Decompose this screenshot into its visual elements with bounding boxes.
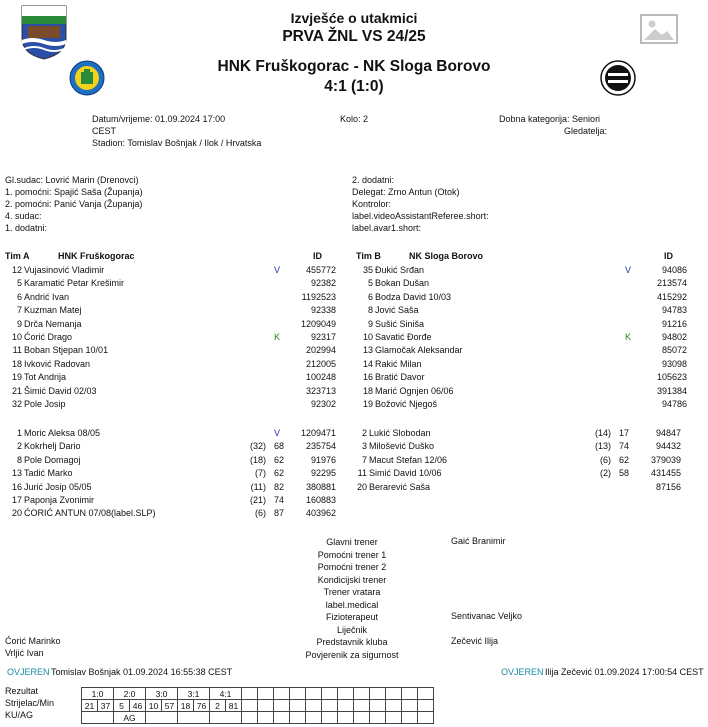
player-id: 94786 bbox=[661, 399, 687, 409]
player-id: 92382 bbox=[310, 278, 336, 289]
scorer-cell: 10 bbox=[146, 700, 162, 712]
sub-minute: 62 bbox=[273, 468, 284, 479]
empty-grid-cell bbox=[274, 712, 290, 724]
staff-role: Povjerenik za sigurnost bbox=[305, 649, 399, 660]
result-score-cell: 1:0 bbox=[82, 688, 114, 700]
kuag-label: KU/AG bbox=[5, 710, 34, 720]
match-teams: HNK Fruškogorac - NK Sloga Borovo bbox=[217, 58, 491, 75]
empty-grid-cell bbox=[418, 700, 434, 712]
result-score-cell: 4:1 bbox=[210, 688, 242, 700]
player-number: 19 bbox=[362, 399, 373, 409]
player-id: 94432 bbox=[655, 441, 681, 452]
empty-grid-cell bbox=[258, 700, 274, 712]
empty-grid-cell bbox=[402, 712, 418, 724]
player-name: Karamatić Petar Krešimir bbox=[24, 278, 125, 289]
sub-minute: 62 bbox=[618, 454, 629, 465]
player-name: Tot Andrija bbox=[24, 372, 67, 383]
empty-grid-cell bbox=[290, 700, 306, 712]
player-number: 6 bbox=[367, 291, 373, 302]
sub-minute: 82 bbox=[273, 481, 284, 492]
player-id: 213574 bbox=[656, 278, 687, 289]
scorer-cell: 81 bbox=[226, 700, 242, 712]
staff-role: Kondicijski trener bbox=[317, 574, 387, 585]
player-name: Božović Njegoš bbox=[375, 399, 438, 409]
player-name: Rakić Milan bbox=[375, 358, 422, 369]
staff-right-club-rep: Zečević Ilija bbox=[451, 636, 499, 646]
match-round: Kolo: 2 bbox=[340, 114, 369, 124]
player-row bbox=[0, 427, 340, 440]
player-number: 12 bbox=[11, 265, 22, 275]
player-row bbox=[351, 344, 691, 357]
player-name: Milošević Duško bbox=[369, 441, 435, 452]
verified-left-tag: OVJEREN bbox=[7, 667, 50, 677]
scorer-cell: 21 bbox=[82, 700, 98, 712]
player-row bbox=[351, 385, 691, 398]
empty-grid-cell bbox=[258, 712, 274, 724]
sub-replaced-number: (11) bbox=[250, 481, 266, 492]
kuag-cell bbox=[146, 712, 178, 724]
player-row bbox=[0, 385, 340, 398]
empty-grid-cell bbox=[370, 700, 386, 712]
player-row bbox=[345, 454, 685, 467]
player-name: Bratić Davor bbox=[375, 372, 425, 383]
player-name: Vujasinović Vladimir bbox=[24, 265, 105, 275]
player-number: 13 bbox=[362, 345, 373, 356]
player-number: 1 bbox=[16, 428, 22, 438]
player-number: 9 bbox=[367, 318, 373, 329]
player-row bbox=[0, 494, 340, 507]
player-number: 11 bbox=[12, 345, 22, 356]
empty-grid-cell bbox=[306, 700, 322, 712]
verified-left-text: Tomislav Bošnjak 01.09.2024 16:55:38 CEST bbox=[51, 667, 233, 677]
official-line: 2. pomoćni: Panić Vanja (Županja) bbox=[5, 199, 143, 209]
player-row bbox=[351, 304, 691, 317]
player-number: 5 bbox=[367, 278, 373, 289]
captain-badge: K bbox=[625, 332, 632, 342]
player-number: 17 bbox=[11, 495, 22, 505]
player-row bbox=[345, 481, 685, 494]
player-row bbox=[351, 358, 691, 371]
team-a-label: Tim A bbox=[5, 251, 30, 261]
spectators: Gledatelja: bbox=[564, 126, 608, 136]
empty-grid-cell bbox=[402, 700, 418, 712]
empty-grid-cell bbox=[242, 700, 258, 712]
official-line: Gl.sudac: Lovrić Marin (Drenovci) bbox=[5, 175, 139, 185]
empty-grid-cell bbox=[306, 688, 322, 700]
player-row bbox=[0, 264, 340, 277]
player-name: Simić David 10/06 bbox=[369, 468, 442, 479]
result-grid bbox=[81, 687, 434, 724]
sub-minute: 87 bbox=[273, 508, 284, 519]
sub-replaced-number: (7) bbox=[255, 468, 266, 479]
player-row bbox=[0, 507, 340, 520]
empty-grid-cell bbox=[386, 700, 402, 712]
verified-right-tag: OVJEREN bbox=[501, 667, 544, 677]
empty-grid-cell bbox=[322, 688, 338, 700]
empty-grid-cell bbox=[354, 712, 370, 724]
official-line: 1. pomoćni: Spajić Saša (Županja) bbox=[5, 187, 143, 197]
player-name: Paponja Zvonimir bbox=[24, 495, 95, 505]
player-number: 2 bbox=[361, 428, 367, 438]
empty-grid-cell bbox=[306, 712, 322, 724]
kuag-cell: AG bbox=[114, 712, 146, 724]
player-row bbox=[0, 318, 340, 331]
player-name: Šimić David 02/03 bbox=[24, 385, 97, 396]
player-row bbox=[0, 331, 340, 344]
scorer-cell: 46 bbox=[130, 700, 146, 712]
empty-grid-cell bbox=[354, 700, 370, 712]
player-number: 32 bbox=[11, 399, 22, 409]
empty-grid-cell bbox=[242, 688, 258, 700]
player-id: 91976 bbox=[310, 454, 336, 465]
player-id: 100248 bbox=[305, 372, 336, 383]
staff-role: Predstavnik kluba bbox=[316, 637, 388, 647]
player-number: 7 bbox=[16, 305, 22, 316]
player-id: 323713 bbox=[305, 385, 336, 396]
team-b-id-header: ID bbox=[664, 251, 673, 261]
empty-grid-cell bbox=[402, 688, 418, 700]
player-number: 5 bbox=[16, 278, 22, 289]
staff-role: Glavni trener bbox=[326, 537, 378, 547]
empty-grid-cell bbox=[418, 688, 434, 700]
result-score-cell: 3:0 bbox=[146, 688, 178, 700]
report-title: Izvješće o utakmici bbox=[290, 10, 418, 26]
player-number: 35 bbox=[362, 265, 373, 275]
player-id: 93098 bbox=[661, 358, 687, 369]
scorer-cell: 76 bbox=[194, 700, 210, 712]
player-number: 20 bbox=[11, 508, 22, 519]
scorer-cell: 37 bbox=[98, 700, 114, 712]
sub-replaced-number: (2) bbox=[600, 468, 611, 479]
sub-replaced-number: (13) bbox=[594, 441, 611, 452]
result-score-cell: 2:0 bbox=[114, 688, 146, 700]
player-id: 1192523 bbox=[301, 291, 336, 302]
staff-left-club-rep: Ćorić Marinko bbox=[5, 636, 61, 646]
player-id: 94802 bbox=[661, 332, 687, 342]
player-name: Jurić Josip 05/05 bbox=[24, 481, 92, 492]
player-row bbox=[0, 481, 340, 494]
player-row bbox=[345, 427, 685, 440]
player-row bbox=[0, 291, 340, 304]
kuag-cell bbox=[178, 712, 210, 724]
verified-right-text: Ilija Zečević 01.09.2024 17:00:54 CEST bbox=[545, 667, 704, 677]
player-number: 16 bbox=[362, 372, 373, 383]
player-id: 92338 bbox=[310, 305, 336, 316]
player-row bbox=[0, 358, 340, 371]
empty-grid-cell bbox=[274, 700, 290, 712]
sub-replaced-number: (6) bbox=[600, 454, 611, 465]
scorer-cell: 5 bbox=[114, 700, 130, 712]
player-name: Andrić Ivan bbox=[24, 291, 70, 302]
player-number: 13 bbox=[11, 468, 22, 479]
empty-grid-cell bbox=[370, 712, 386, 724]
player-number: 10 bbox=[362, 332, 373, 342]
player-number: 3 bbox=[361, 441, 367, 452]
match-score: 4:1 (1:0) bbox=[324, 78, 384, 95]
match-datetime: Datum/vrijeme: 01.09.2024 17:00 bbox=[92, 114, 226, 124]
player-number: 7 bbox=[361, 454, 367, 465]
player-row bbox=[345, 440, 685, 453]
official-line: label.avar1.short: bbox=[352, 223, 422, 233]
player-name: Boban Stjepan 10/01 bbox=[24, 345, 109, 356]
player-name: ĆORIĆ ANTUN 07/08(label.SLP) bbox=[24, 508, 156, 519]
player-id: 212005 bbox=[305, 358, 336, 369]
empty-grid-cell bbox=[274, 688, 290, 700]
player-number: 8 bbox=[367, 305, 373, 316]
scorer-cell: 57 bbox=[162, 700, 178, 712]
staff-left-security: Vrljić Ivan bbox=[5, 648, 44, 658]
player-name: Drča Nemanja bbox=[24, 318, 82, 329]
player-number: 20 bbox=[356, 481, 367, 492]
player-number: 2 bbox=[16, 441, 22, 452]
staff-right-physio: Sentivanac Veljko bbox=[451, 611, 523, 621]
result-score-cell: 3:1 bbox=[178, 688, 210, 700]
player-id: 94086 bbox=[661, 265, 687, 275]
official-line: 1. dodatni: bbox=[5, 223, 48, 233]
player-name: Lukić Slobodan bbox=[369, 428, 431, 438]
player-id: 431455 bbox=[650, 468, 681, 479]
player-name: Jović Saša bbox=[375, 305, 419, 316]
player-id: 92302 bbox=[310, 399, 336, 409]
empty-grid-cell bbox=[418, 712, 434, 724]
player-number: 14 bbox=[362, 358, 373, 369]
player-name: Moric Aleksa 08/05 bbox=[24, 428, 101, 438]
player-number: 16 bbox=[11, 481, 22, 492]
player-row bbox=[0, 371, 340, 384]
player-id: 1209471 bbox=[300, 428, 336, 438]
official-line: Delegat: Zrno Antun (Otok) bbox=[352, 187, 460, 197]
result-label: Rezultat bbox=[5, 686, 39, 696]
player-id: 85072 bbox=[661, 345, 687, 356]
player-row bbox=[0, 398, 340, 411]
player-row bbox=[351, 277, 691, 290]
player-number: 9 bbox=[16, 318, 22, 329]
sub-replaced-number: (14) bbox=[594, 428, 611, 438]
player-row bbox=[351, 371, 691, 384]
player-name: Đukić Srđan bbox=[375, 265, 425, 275]
player-row bbox=[351, 318, 691, 331]
player-name: Savatić Đorđe bbox=[375, 332, 432, 342]
player-name: Berarević Saša bbox=[369, 481, 431, 492]
player-row bbox=[351, 291, 691, 304]
player-number: 10 bbox=[11, 332, 22, 342]
official-line: label.videoAssistantReferee.short: bbox=[352, 211, 489, 221]
player-name: Pole Josip bbox=[24, 399, 66, 409]
official-line: 4. sudac: bbox=[5, 211, 42, 221]
empty-grid-cell bbox=[338, 712, 354, 724]
player-row bbox=[0, 344, 340, 357]
sub-minute: 74 bbox=[273, 495, 284, 505]
player-id: 160883 bbox=[305, 495, 336, 505]
empty-grid-cell bbox=[338, 700, 354, 712]
player-name: Ivković Radovan bbox=[24, 358, 91, 369]
player-name: Kuzman Matej bbox=[24, 305, 82, 316]
goalkeeper-badge: V bbox=[625, 265, 632, 275]
sub-replaced-number: (18) bbox=[249, 454, 266, 465]
player-row bbox=[351, 331, 691, 344]
player-id: 379039 bbox=[650, 454, 681, 465]
player-name: Bokan Dušan bbox=[375, 278, 430, 289]
player-row bbox=[0, 277, 340, 290]
match-timezone: CEST bbox=[92, 126, 117, 136]
staff-role: Pomoćni trener 1 bbox=[317, 549, 387, 560]
kuag-cell bbox=[82, 712, 114, 724]
player-id: 235754 bbox=[305, 441, 336, 452]
captain-badge: K bbox=[274, 332, 281, 342]
official-line: 2. dodatni: bbox=[352, 175, 395, 185]
player-id: 92317 bbox=[310, 332, 336, 342]
player-number: 18 bbox=[362, 385, 373, 396]
kuag-cell bbox=[210, 712, 242, 724]
team-a-name: HNK Fruškogorac bbox=[58, 251, 135, 261]
empty-grid-cell bbox=[258, 688, 274, 700]
player-number: 18 bbox=[11, 358, 22, 369]
player-number: 11 bbox=[357, 468, 367, 479]
empty-grid-cell bbox=[322, 712, 338, 724]
age-category: Dobna kategorija: Seniori bbox=[499, 114, 601, 124]
player-id: 391384 bbox=[656, 385, 687, 396]
player-id: 94847 bbox=[655, 428, 681, 438]
player-name: Macut Stefan 12/06 bbox=[369, 454, 448, 465]
player-name: Marić Ognjen 06/06 bbox=[375, 385, 454, 396]
player-row bbox=[351, 398, 691, 411]
goalkeeper-badge: V bbox=[274, 265, 281, 275]
player-id: 105623 bbox=[656, 372, 687, 383]
player-id: 455772 bbox=[305, 265, 336, 275]
player-id: 1209049 bbox=[300, 318, 336, 329]
staff-role: Trener vratara bbox=[323, 587, 381, 597]
player-name: Pole Domagoj bbox=[24, 454, 81, 465]
player-row bbox=[0, 304, 340, 317]
team-b-name: NK Sloga Borovo bbox=[409, 251, 484, 261]
player-id: 202994 bbox=[305, 345, 336, 356]
staff-role: Pomoćni trener 2 bbox=[317, 562, 387, 572]
player-name: Glamočak Aleksandar bbox=[375, 345, 463, 356]
team-a-id-header: ID bbox=[313, 251, 322, 261]
player-id: 94783 bbox=[661, 305, 687, 316]
official-line: Kontrolor: bbox=[352, 199, 392, 209]
sub-replaced-number: (6) bbox=[255, 508, 266, 519]
player-id: 403962 bbox=[305, 508, 336, 519]
empty-grid-cell bbox=[322, 700, 338, 712]
staff-role: Liječnik bbox=[336, 624, 367, 635]
staff-role: Fizioterapeut bbox=[325, 612, 379, 622]
empty-grid-cell bbox=[370, 688, 386, 700]
scorer-cell: 2 bbox=[210, 700, 226, 712]
player-row bbox=[0, 467, 340, 480]
match-stadium: Stadion: Tomislav Bošnjak / Ilok / Hrvatska bbox=[92, 138, 262, 148]
sub-minute: 17 bbox=[618, 428, 629, 438]
player-id: 87156 bbox=[655, 481, 681, 492]
player-number: 6 bbox=[16, 291, 22, 302]
empty-grid-cell bbox=[290, 688, 306, 700]
player-name: Ćorić Drago bbox=[24, 332, 73, 342]
sub-minute: 74 bbox=[618, 441, 629, 452]
goalkeeper-badge: V bbox=[274, 428, 281, 438]
player-number: 8 bbox=[16, 454, 22, 465]
player-name: Tadić Marko bbox=[24, 468, 73, 479]
player-number: 21 bbox=[11, 385, 22, 396]
empty-grid-cell bbox=[386, 712, 402, 724]
player-id: 91216 bbox=[661, 318, 687, 329]
sub-minute: 62 bbox=[273, 454, 284, 465]
player-row bbox=[345, 467, 685, 480]
scorer-label: Strijelac/Min bbox=[5, 698, 55, 708]
staff-role: label.medical bbox=[325, 599, 379, 610]
staff-right-head-coach: Gaić Branimir bbox=[451, 536, 506, 546]
player-id: 415292 bbox=[656, 291, 687, 302]
player-id: 92295 bbox=[310, 468, 336, 479]
sub-minute: 68 bbox=[273, 441, 284, 452]
empty-grid-cell bbox=[338, 688, 354, 700]
team-b-label: Tim B bbox=[356, 251, 381, 261]
competition-title: PRVA ŽNL VS 24/25 bbox=[282, 28, 426, 45]
player-id: 380881 bbox=[305, 481, 336, 492]
sub-replaced-number: (32) bbox=[249, 441, 266, 452]
player-row bbox=[0, 440, 340, 453]
scorer-cell: 18 bbox=[178, 700, 194, 712]
sub-replaced-number: (21) bbox=[249, 495, 266, 505]
player-name: Kokrhelj Dario bbox=[24, 441, 81, 452]
player-row bbox=[0, 454, 340, 467]
player-row bbox=[351, 264, 691, 277]
player-number: 19 bbox=[11, 372, 22, 383]
empty-grid-cell bbox=[242, 712, 258, 724]
empty-grid-cell bbox=[354, 688, 370, 700]
player-name: Sušić Siniša bbox=[375, 318, 425, 329]
player-name: Bodza David 10/03 bbox=[375, 291, 452, 302]
empty-grid-cell bbox=[386, 688, 402, 700]
empty-grid-cell bbox=[290, 712, 306, 724]
sub-minute: 58 bbox=[618, 468, 629, 479]
